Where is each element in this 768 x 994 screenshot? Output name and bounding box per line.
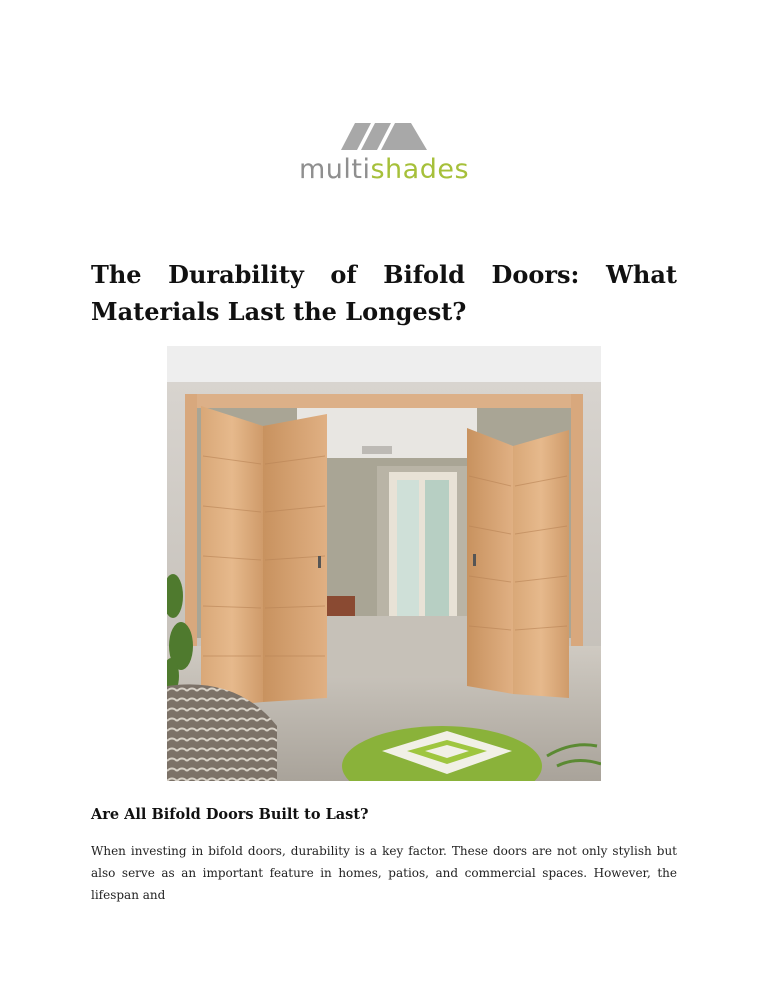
body-paragraph: When investing in bifold doors, durability is a key factor. These doors are not only stylish but also serve as an important feature in homes, patios, and commercial spaces. However, the lifespan and: [91, 844, 677, 902]
bifold-doors-image: [167, 346, 601, 781]
logo-text-multi: multi: [298, 154, 371, 185]
logo-text-shades: shades: [370, 154, 470, 185]
section-heading: Are All Bifold Doors Built to Last?: [91, 806, 369, 823]
hero-image: [167, 346, 601, 781]
logo-wordmark: [296, 150, 472, 190]
article-title: The Durability of Bifold Doors: What Materials Last the Longest?: [91, 260, 677, 326]
logo-mark-icon: [341, 120, 427, 150]
multishades-logo: [296, 120, 472, 188]
